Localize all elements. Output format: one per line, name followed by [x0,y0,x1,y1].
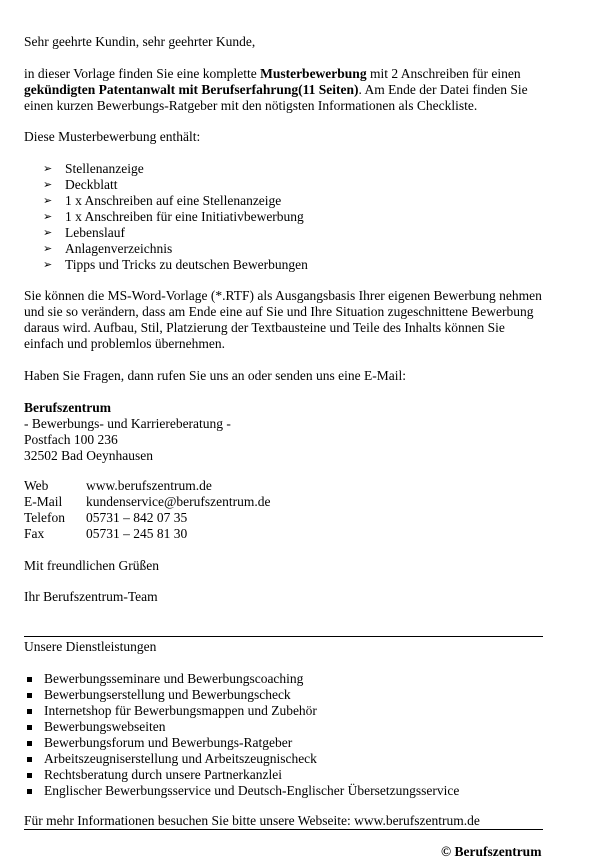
list-item-label: 1 x Anschreiben auf eine Stellenanzeige [65,193,282,208]
list-item-label: Englischer Bewerbungsservice und Deutsch-Englischer Übersetzungsservice [44,783,460,798]
intro-bold-1: Musterbewerbung [260,66,367,81]
fax-number: 05731 – 245 81 30 [86,526,188,541]
arrow-bullet-icon: ➢ [43,194,53,207]
square-bullet-icon [27,789,32,794]
list-item-label: Anlagenverzeichnis [65,241,173,256]
list-item-label: Bewerbungsseminare und Bewerbungscoaching [44,671,304,686]
list-item [24,703,459,719]
company-name: Berufszentrum [24,400,111,415]
questions-paragraph: Haben Sie Fragen, dann rufen Sie uns an oder senden uns eine E-Mail: [24,368,407,383]
list-item-label: Tipps und Tricks zu deutschen Bewerbungen [65,257,308,272]
contact-label: Telefon [24,510,66,525]
arrow-bullet-icon: ➢ [43,226,53,239]
list-item-label: Bewerbungswebseiten [44,719,166,734]
company-tagline: - Bewerbungs- und Karriereberatung - [24,416,231,431]
company-address-block [24,400,231,464]
list-item [24,177,308,193]
company-city: 32502 Bad Oeynhausen [24,448,153,463]
section-divider [24,636,543,637]
copyright-notice: © Berufszentrum [441,844,542,859]
square-bullet-icon [27,709,32,714]
company-postbox: Postfach 100 236 [24,432,118,447]
more-info-text: Für mehr Informationen besuchen Sie bitte unsere Webseite: www.berufszentrum.de [24,813,480,828]
list-item [24,193,308,209]
list-item-label: Bewerbungserstellung und Bewerbungscheck [44,687,291,702]
arrow-bullet-icon: ➢ [43,242,53,255]
list-item [24,225,308,241]
intro-bold-2: gekündigten Patentanwalt mit Berufserfahrung(11 Seiten) [24,82,359,97]
square-bullet-icon [27,773,32,778]
square-bullet-icon [27,741,32,746]
list-item [24,671,459,687]
list-item-label: Rechtsberatung durch unsere Partnerkanzlei [44,767,283,782]
list-item [24,735,459,751]
services-title: Unsere Dienstleistungen [24,639,157,654]
arrow-bullet-icon: ➢ [43,178,53,191]
contact-label: Web [24,478,49,493]
list-item-label: Stellenanzeige [65,161,144,176]
list-item-label: Arbeitszeugniserstellung und Arbeitszeugnischeck [44,751,317,766]
arrow-bullet-icon: ➢ [43,210,53,223]
list-item [24,209,308,225]
list-item [24,257,308,273]
list-item [24,767,459,783]
contents-list [24,161,308,273]
contact-label: Fax [24,526,45,541]
list-item [24,241,308,257]
list-item [24,751,459,767]
intro-paragraph [24,66,544,114]
greeting: Sehr geehrte Kundin, sehr geehrter Kunde, [24,34,256,49]
arrow-bullet-icon: ➢ [43,258,53,271]
email-link[interactable]: kundenservice@berufszentrum.de [86,494,271,509]
signature: Ihr Berufszentrum-Team [24,589,158,604]
rtf-paragraph: Sie können die MS-Word-Vorlage (*.RTF) als Ausgangsbasis Ihrer eigenen Bewerbung nehmen und sie so verändern, dass am Ende eine auf Sie und Ihre Situation zugeschnittene Bewerbung daraus wird. Aufbau, Stil, Platzierung der Textbausteine und Teile des Inhalts können Sie einfach und problemlos übernehmen. [24,288,542,351]
list-item-label: 1 x Anschreiben für eine Initiativbewerbung [65,209,304,224]
list-item-label: Bewerbungsforum und Bewerbungs-Ratgeber [44,735,293,750]
services-list [24,671,459,799]
list-item [24,719,459,735]
arrow-bullet-icon: ➢ [43,162,53,175]
phone-number: 05731 – 842 07 35 [86,510,188,525]
list-item-label: Deckblatt [65,177,118,192]
list-item [24,783,459,799]
list-item [24,161,308,177]
footer-divider [24,829,543,830]
web-link[interactable]: www.berufszentrum.de [86,478,212,493]
intro-text-3: . Am Ende der Datei finden Sie einen kurzen Bewerbungs-Ratgeber mit den nötigsten Informationen als Checkliste. [24,82,528,113]
contact-label: E-Mail [24,494,63,509]
square-bullet-icon [27,677,32,682]
intro-text-1: in dieser Vorlage finden Sie eine komplette [24,66,261,81]
square-bullet-icon [27,725,32,730]
list-item-label: Internetshop für Bewerbungsmappen und Zubehör [44,703,317,718]
list-item [24,687,459,703]
square-bullet-icon [27,693,32,698]
square-bullet-icon [27,757,32,762]
intro-text-2: mit 2 Anschreiben für einen [366,66,521,81]
contents-label: Diese Musterbewerbung enthält: [24,129,201,144]
closing-salutation: Mit freundlichen Grüßen [24,558,159,573]
list-item-label: Lebenslauf [65,225,125,240]
